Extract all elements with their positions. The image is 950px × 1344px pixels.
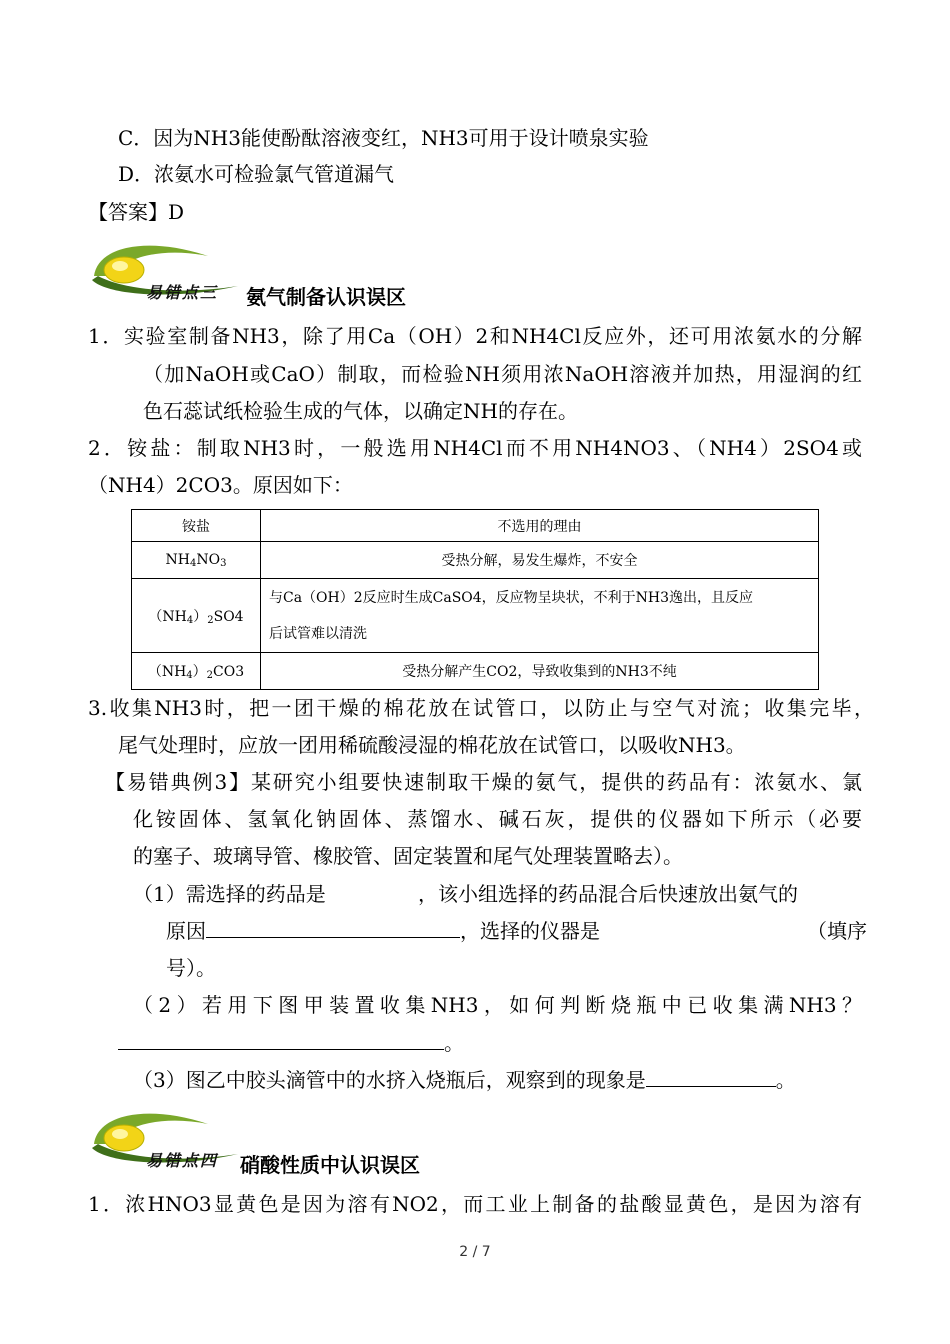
item3-line1: 3.收集NH3时，把一团干燥的棉花放在试管口，以防止与空气对流；收集完毕， [88,696,874,720]
table-row [132,579,819,653]
section-badge-3 [88,236,248,306]
item2-line1: 2．铵盐：制取NH3时，一般选用NH4Cl而不用NH4NO3、（NH4）2SO4或 [88,436,862,460]
reason-line: 后试管难以清洗 [269,625,367,642]
section-badge-4 [88,1104,248,1174]
reason-cell: 受热分解产生CO2，导致收集到的NH3不纯 [261,653,819,690]
section-title-3: 氨气制备认识误区 [246,285,406,309]
item1-line2: （加NaOH或CaO）制取，而检验NH须用浓NaOH溶液并加热，用湿润的红 [143,362,862,386]
example3-line3: 的塞子、玻璃导管、橡胶管、固定装置和尾气处理装置略去）。 [133,844,683,868]
page-number: 2 / 7 [459,1244,491,1260]
q1-reason-label: 原因 ，选择的仪器是 [166,919,600,943]
badge-label: 易错点三 [146,283,219,302]
q2-answer-line: 。 [118,1029,464,1057]
item1-line1: 1．实验室制备NH3，除了用Ca（OH）2和NH4Cl反应外，还可用浓氨水的分解 [88,324,862,348]
answer: 【答案】D [88,200,185,224]
q1-end: 号）。 [166,956,216,980]
q1-fill-hint: （填序 [807,919,867,943]
item3-line2: 尾气处理时，应放一团用稀硫酸浸湿的棉花放在试管口，以吸收NH3。 [118,733,746,757]
example3-line2: 化铵固体、氢氧化钠固体、蒸馏水、碱石灰，提供的仪器如下所示（必要 [133,807,862,831]
q3-text: （3）图乙中胶头滴管中的水挤入烧瓶后，观察到的现象是 。 [133,1068,796,1092]
reason-cell: 受热分解，易发生爆炸，不安全 [261,542,819,579]
answer-blank[interactable] [206,917,460,938]
table-row [132,542,819,579]
reason-line: 与Ca（OH）2反应时生成CaSO4，反应物呈块状，不利于NH3逸出，且反应 [269,589,754,606]
salt-cell: $(NH_4)_2CO3$ [132,653,261,690]
reason-cell [261,579,819,653]
table-header: 铵盐 [132,510,261,542]
q2-text: （2）若用下图甲装置收集NH3，如何判断烧瓶中已收集满NH3？ [133,993,862,1017]
item2-line2: （NH4）2CO3。原因如下： [88,473,353,497]
q1-suffix: ，该小组选择的药品混合后快速放出氨气的 [418,882,798,906]
example3-line1: 【易错典例3】某研究小组要快速制取干燥的氨气，提供的药品有：浓氨水、氯 [105,770,862,794]
section4-item1: 1．浓HNO3显黄色是因为溶有NO2，而工业上制备的盐酸显黄色，是因为溶有 [88,1192,862,1216]
table-header: 不选用的理由 [261,510,819,542]
table-header-row [132,510,819,542]
answer-blank[interactable] [646,1066,776,1087]
table-row [132,653,819,690]
badge-label: 易错点四 [146,1151,219,1170]
section-title-4: 硝酸性质中认识误区 [240,1153,420,1177]
salt-cell: $NH_4NO_3$ [132,542,261,579]
ammonium-salt-table [131,509,819,690]
q1-prefix: （1）需选择的药品是 [133,882,326,906]
item1-line3: 色石蕊试纸检验生成的气体，以确定NH的存在。 [143,399,578,423]
answer-blank[interactable] [118,1029,444,1050]
salt-cell: $(NH_4)_2SO4$ [132,579,261,653]
option-d: D．浓氨水可检验氯气管道漏气 [118,162,395,186]
option-c: C．因为NH3能使酚酞溶液变红，NH3可用于设计喷泉实验 [118,126,649,150]
